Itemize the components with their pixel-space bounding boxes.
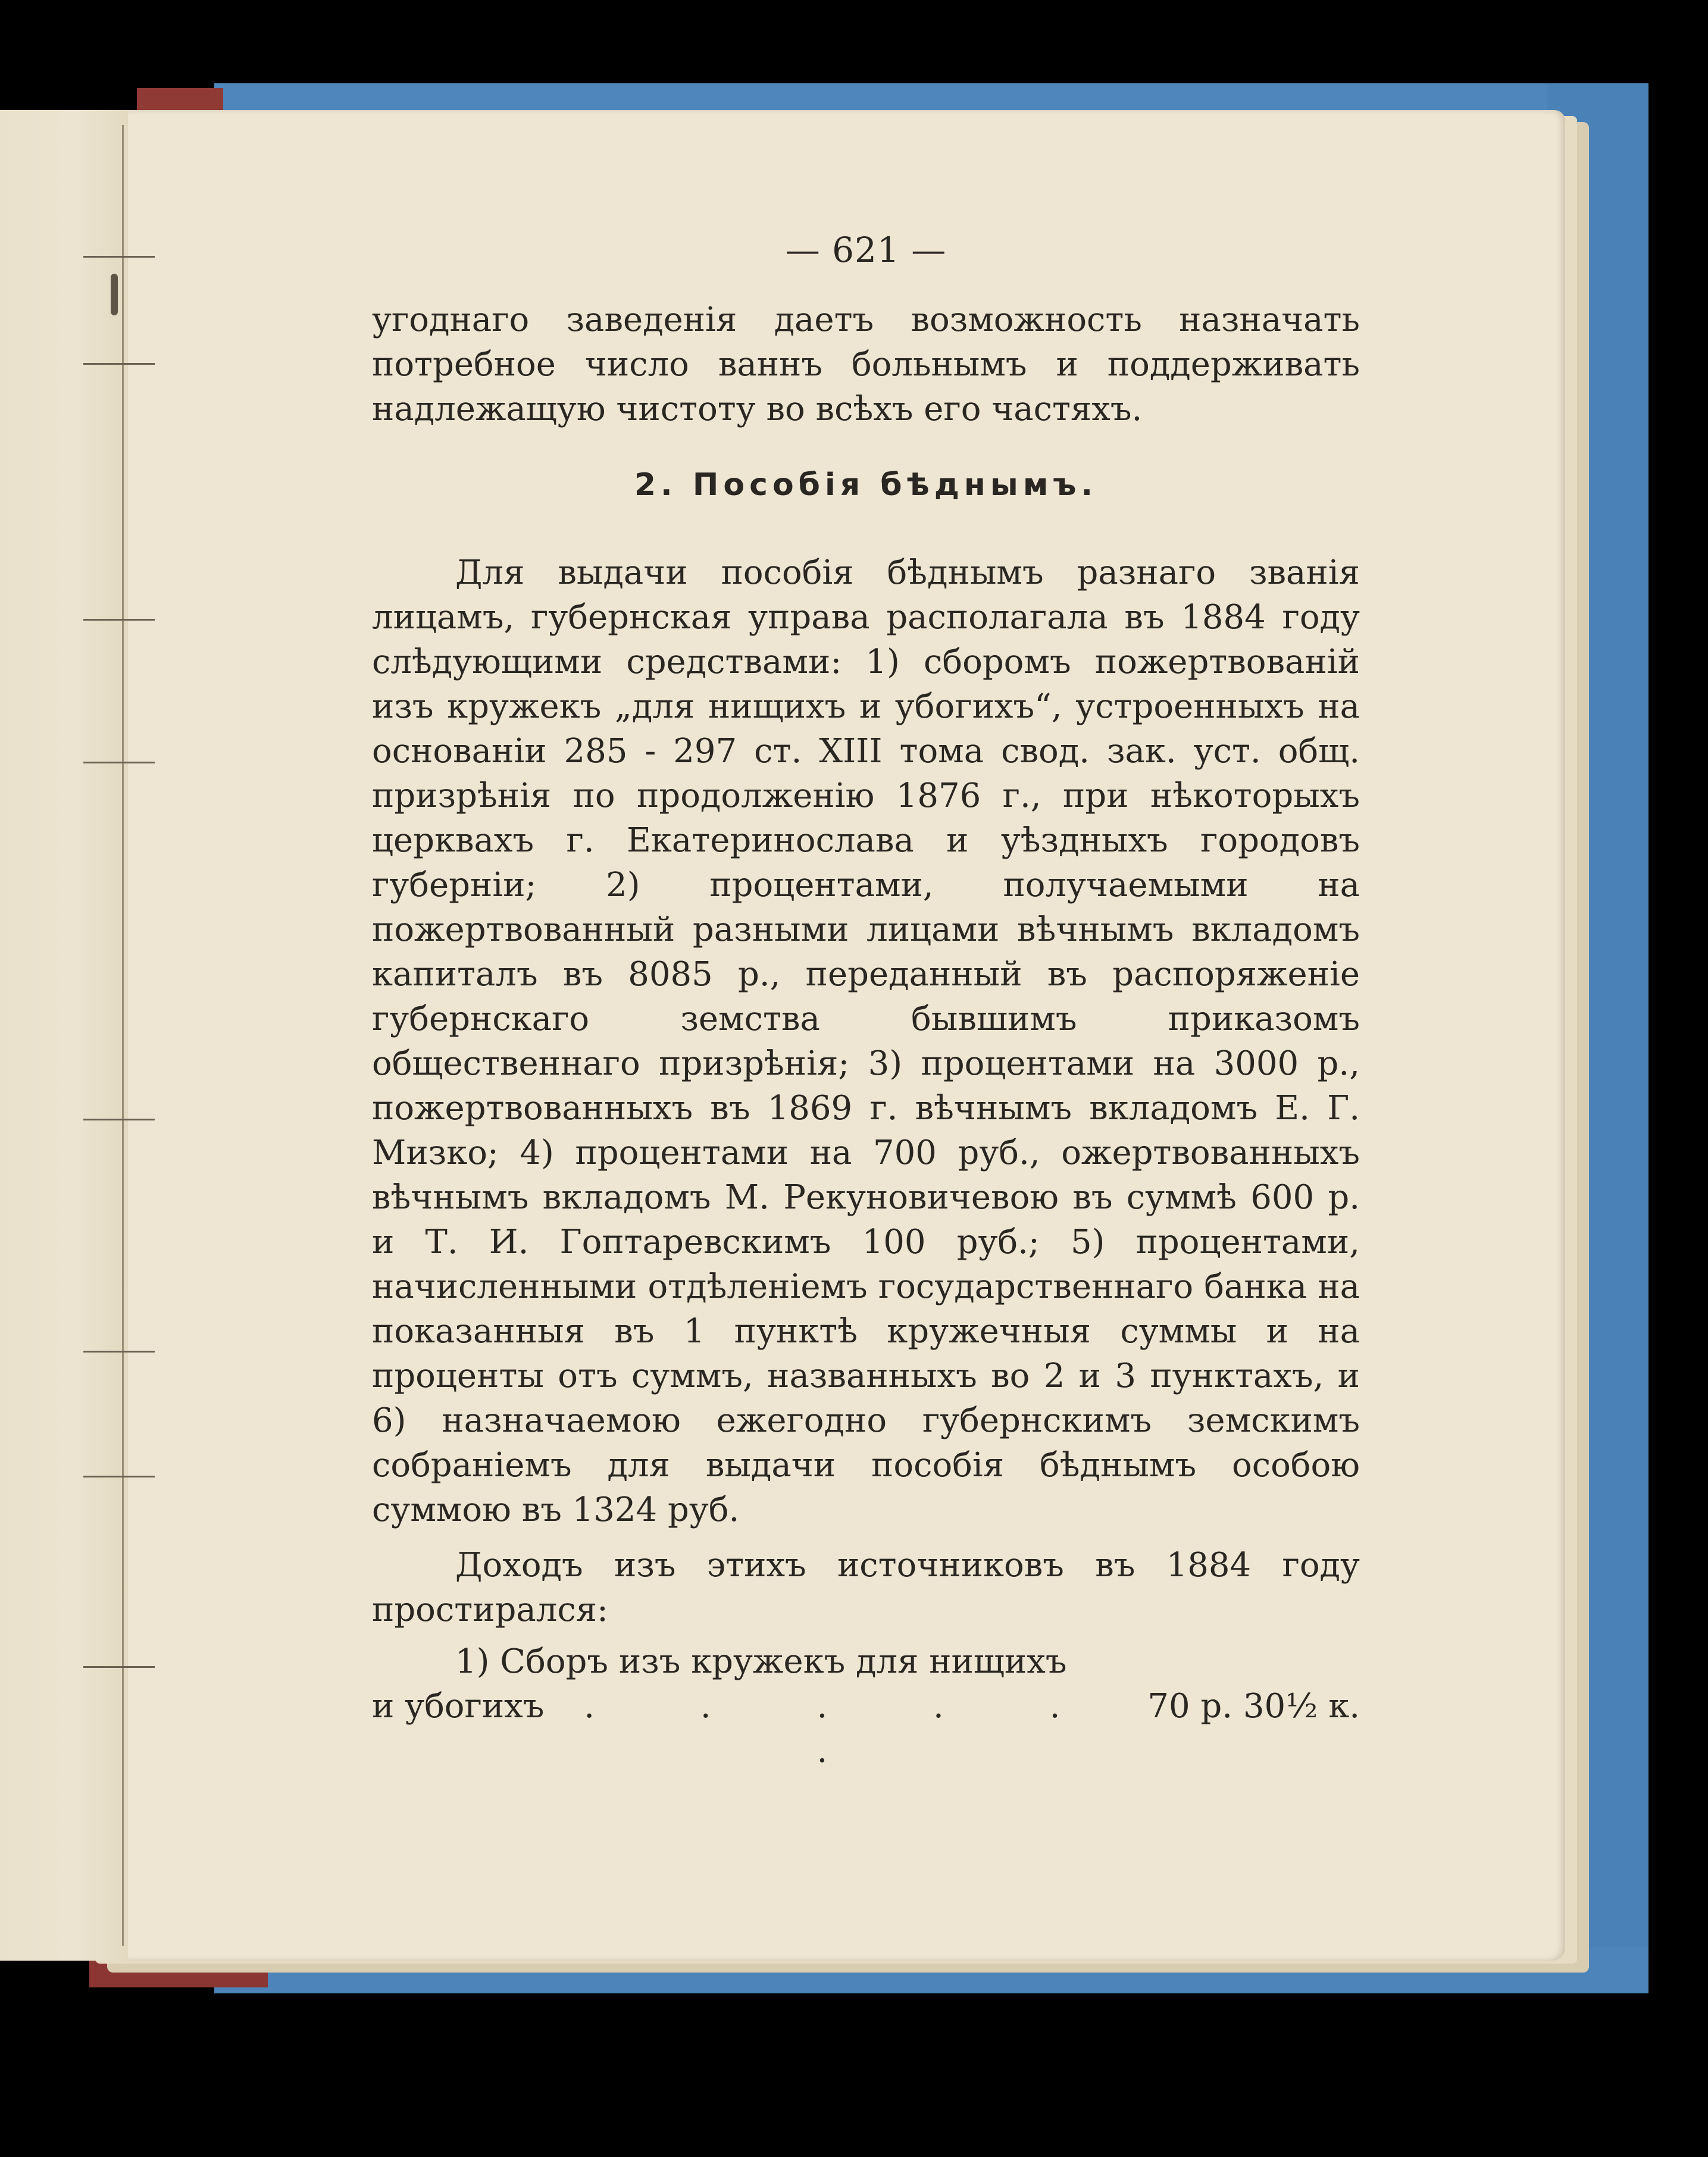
binding-stitch	[83, 619, 155, 621]
binding-stitch	[83, 1351, 155, 1353]
income-item-row	[372, 1684, 1360, 1773]
section-heading: 2. Пособія бѣднымъ.	[634, 467, 1098, 503]
income-item-label: 1) Сборъ изъ кружекъ для нищихъ	[455, 1642, 1067, 1681]
binding-knot	[111, 274, 118, 315]
binding-stitch	[83, 1119, 155, 1120]
page-gutter	[0, 110, 128, 1961]
page-number: — 621 —	[785, 230, 947, 270]
income-item-amount: 70 р. 30½ к.	[1147, 1687, 1360, 1726]
main-paragraph: Для выдачи пособія бѣднымъ разнаго званія лицамъ, губернская управа располагала въ 1884 году слѣдующими средствами: 1) сборомъ пожертвованій изъ кружекъ „для нищихъ и убогихъ“, устроенныхъ на основаніи 285 - 297 ст. XIII тома свод. зак. уст. общ. призрѣнія по продолженію 1876 г., при нѣкоторыхъ церквахъ г. Екатеринослава и уѣздныхъ городовъ губерніи; 2) процентами, получаемыми на пожертвованный разными лицами вѣчнымъ вкладомъ капиталъ въ 8085 р., переданный въ распоряженіе губернскаго земства бывшимъ приказомъ общественнаго призрѣнія; 3) процентами на 3000 р., пожертвованныхъ въ 1869 г. вѣчнымъ вкладомъ Е. Г. Мизко; 4) процентами на 700 руб., ожертвованныхъ вѣчнымъ вкладомъ М. Рекуновичевою въ суммѣ 600 р. и Т. И. Гоптаревскимъ 100 руб.; 5) процентами, начисленными отдѣленіемъ государственнаго банка на показанныя въ 1 пунктѣ кружечныя суммы и на проценты отъ суммъ, названныхъ во 2 и 3 пунктахъ, и 6) назначаемою ежегодно губернскимъ земскимъ собраніемъ для выдачи пособія бѣднымъ особою суммою въ 1324 руб.	[372, 553, 1360, 1529]
leader-dots: . . . . . .	[584, 1687, 1108, 1770]
income-paragraph: Доходъ изъ этихъ источниковъ въ 1884 году простирался:	[372, 1546, 1360, 1629]
income-item-label-cont: и убогихъ	[372, 1687, 545, 1726]
intro-paragraph: угоднаго заведенія даетъ возможность назначать потребное число ваннъ больнымъ и поддерживать надлежащую чистоту во всѣхъ его частяхъ.	[372, 300, 1360, 428]
gutter-fold-line	[122, 125, 124, 1946]
binding-stitch	[83, 1476, 155, 1477]
binding-stitch	[83, 1666, 155, 1668]
binding-stitch	[83, 363, 155, 365]
page-text-block	[372, 226, 1360, 1773]
binding-stitch	[83, 256, 155, 258]
binding-stitch	[83, 762, 155, 763]
